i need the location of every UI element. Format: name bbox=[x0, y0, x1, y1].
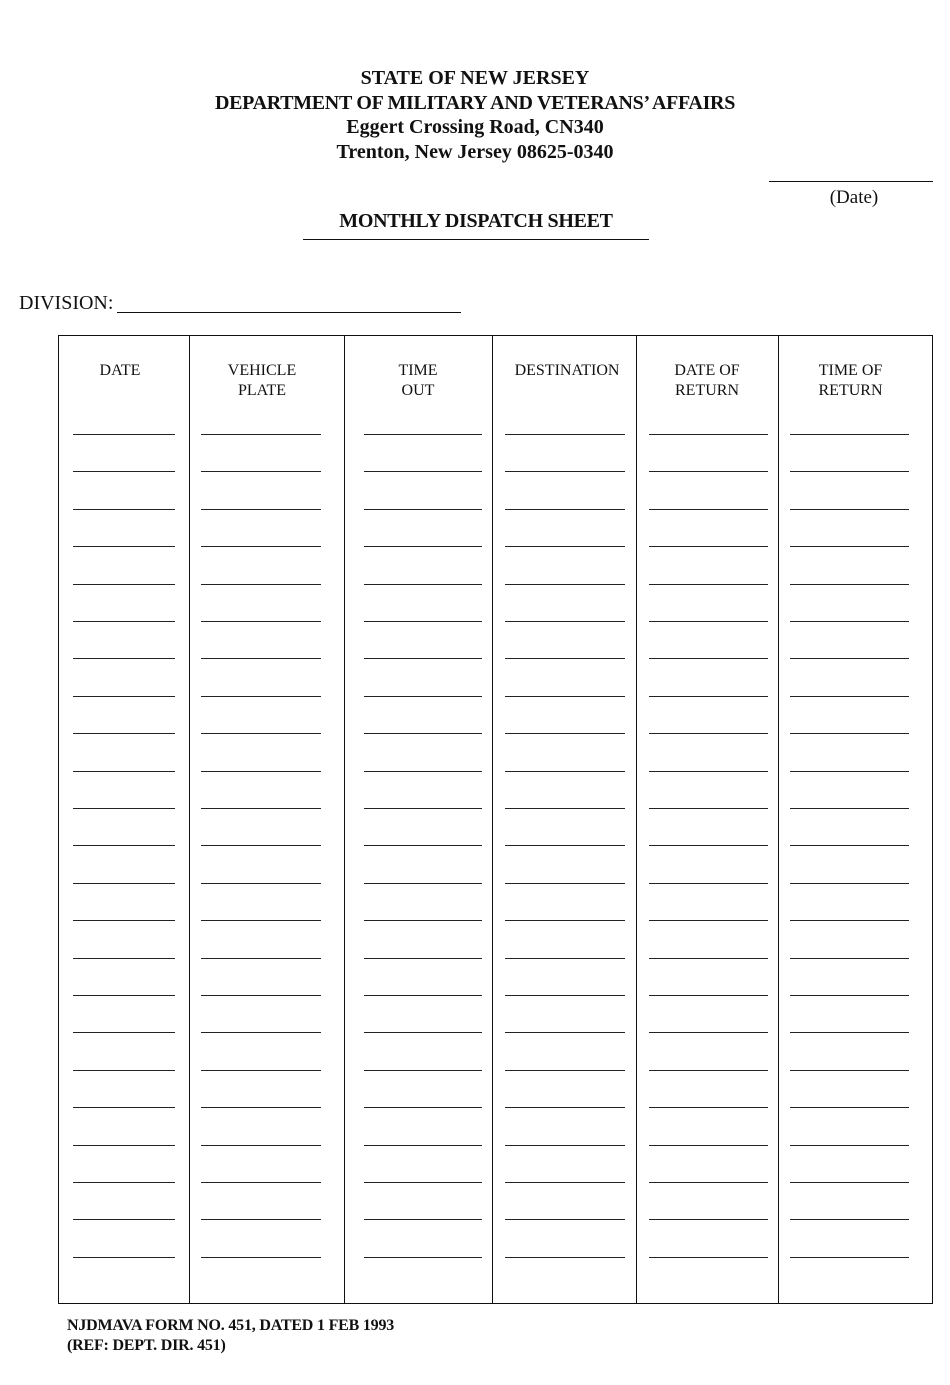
column-header-line: OUT bbox=[401, 381, 435, 399]
entry-line-destination[interactable] bbox=[505, 1070, 625, 1071]
entry-line-vehicle-plate[interactable] bbox=[201, 733, 321, 734]
entry-line-date[interactable] bbox=[73, 845, 175, 846]
entry-line-vehicle-plate[interactable] bbox=[201, 1145, 321, 1146]
entry-line-date-of-return[interactable] bbox=[649, 845, 768, 846]
column-header-line: DESTINATION bbox=[514, 362, 620, 379]
entry-line-time-of-return[interactable] bbox=[790, 845, 909, 846]
entry-line-time-of-return[interactable] bbox=[790, 1257, 909, 1258]
entry-line-vehicle-plate[interactable] bbox=[201, 471, 321, 472]
entry-line-date[interactable] bbox=[73, 1032, 175, 1033]
entry-line-date[interactable] bbox=[73, 883, 175, 884]
entry-line-time-of-return[interactable] bbox=[790, 958, 909, 959]
entry-line-time-out[interactable] bbox=[364, 509, 482, 510]
entry-line-destination[interactable] bbox=[505, 658, 625, 659]
entry-line-date-of-return[interactable] bbox=[649, 920, 768, 921]
entry-line-date-of-return[interactable] bbox=[649, 434, 768, 435]
entry-line-date[interactable] bbox=[73, 733, 175, 734]
entry-line-vehicle-plate[interactable] bbox=[201, 434, 321, 435]
entry-line-date[interactable] bbox=[73, 1182, 175, 1183]
entry-line-time-of-return[interactable] bbox=[790, 733, 909, 734]
entry-line-time-of-return[interactable] bbox=[790, 1145, 909, 1146]
entry-line-time-out[interactable] bbox=[364, 920, 482, 921]
entry-line-date[interactable] bbox=[73, 621, 175, 622]
entry-line-time-out[interactable] bbox=[364, 621, 482, 622]
column-divider bbox=[344, 336, 345, 1303]
entry-line-date[interactable] bbox=[73, 434, 175, 435]
entry-line-destination[interactable] bbox=[505, 920, 625, 921]
column-divider bbox=[492, 336, 493, 1303]
entry-line-date-of-return[interactable] bbox=[649, 958, 768, 959]
entry-line-destination[interactable] bbox=[505, 995, 625, 996]
entry-line-time-of-return[interactable] bbox=[790, 584, 909, 585]
entry-line-date-of-return[interactable] bbox=[649, 1257, 768, 1258]
entry-line-vehicle-plate[interactable] bbox=[201, 845, 321, 846]
entry-line-destination[interactable] bbox=[505, 584, 625, 585]
entry-line-time-out[interactable] bbox=[364, 1257, 482, 1258]
column-divider bbox=[189, 336, 190, 1303]
header-address-street: Eggert Crossing Road, CN340 bbox=[346, 116, 604, 138]
form-reference: (REF: DEPT. DIR. 451) bbox=[67, 1337, 226, 1354]
column-header-time-out bbox=[344, 361, 492, 400]
date-label: (Date) bbox=[829, 187, 879, 208]
entry-line-vehicle-plate[interactable] bbox=[201, 920, 321, 921]
entry-line-time-out[interactable] bbox=[364, 658, 482, 659]
entry-line-destination[interactable] bbox=[505, 546, 625, 547]
entry-line-date[interactable] bbox=[73, 1257, 175, 1258]
entry-line-destination[interactable] bbox=[505, 1182, 625, 1183]
entry-line-time-out[interactable] bbox=[364, 733, 482, 734]
entry-line-time-out[interactable] bbox=[364, 1107, 482, 1108]
entry-line-time-out[interactable] bbox=[364, 434, 482, 435]
entry-line-time-of-return[interactable] bbox=[790, 995, 909, 996]
column-header-vehicle-plate bbox=[189, 361, 335, 400]
entry-line-destination[interactable] bbox=[505, 434, 625, 435]
column-header-line: DATE OF bbox=[674, 362, 740, 379]
entry-line-destination[interactable] bbox=[505, 1107, 625, 1108]
entry-line-date[interactable] bbox=[73, 696, 175, 697]
entry-line-destination[interactable] bbox=[505, 771, 625, 772]
entry-line-date-of-return[interactable] bbox=[649, 1145, 768, 1146]
entry-line-date-of-return[interactable] bbox=[649, 696, 768, 697]
entry-line-destination[interactable] bbox=[505, 1219, 625, 1220]
entry-line-time-out[interactable] bbox=[364, 1182, 482, 1183]
entry-line-vehicle-plate[interactable] bbox=[201, 1070, 321, 1071]
entry-line-vehicle-plate[interactable] bbox=[201, 546, 321, 547]
form-header bbox=[0, 66, 950, 164]
entry-line-date-of-return[interactable] bbox=[649, 733, 768, 734]
entry-line-time-of-return[interactable] bbox=[790, 920, 909, 921]
entry-line-date[interactable] bbox=[73, 546, 175, 547]
entry-line-time-out[interactable] bbox=[364, 995, 482, 996]
entry-line-time-out[interactable] bbox=[364, 546, 482, 547]
column-header-time-of-return bbox=[778, 361, 923, 400]
entry-line-time-of-return[interactable] bbox=[790, 434, 909, 435]
header-state: STATE OF NEW JERSEY bbox=[360, 67, 590, 89]
entry-line-date-of-return[interactable] bbox=[649, 995, 768, 996]
entry-line-time-out[interactable] bbox=[364, 1219, 482, 1220]
entry-line-date-of-return[interactable] bbox=[649, 658, 768, 659]
entry-line-time-of-return[interactable] bbox=[790, 658, 909, 659]
column-header-date-of-return bbox=[636, 361, 778, 400]
entry-line-destination[interactable] bbox=[505, 1145, 625, 1146]
entry-line-date-of-return[interactable] bbox=[649, 883, 768, 884]
entry-line-date[interactable] bbox=[73, 584, 175, 585]
entry-line-date[interactable] bbox=[73, 658, 175, 659]
entry-line-vehicle-plate[interactable] bbox=[201, 958, 321, 959]
entry-line-time-out[interactable] bbox=[364, 1032, 482, 1033]
entry-line-date[interactable] bbox=[73, 1107, 175, 1108]
entry-line-date-of-return[interactable] bbox=[649, 1107, 768, 1108]
dispatch-table bbox=[58, 335, 933, 1304]
entry-line-date[interactable] bbox=[73, 920, 175, 921]
entry-line-time-out[interactable] bbox=[364, 883, 482, 884]
entry-line-destination[interactable] bbox=[505, 1032, 625, 1033]
entry-line-date-of-return[interactable] bbox=[649, 546, 768, 547]
entry-line-vehicle-plate[interactable] bbox=[201, 1032, 321, 1033]
entry-line-vehicle-plate[interactable] bbox=[201, 771, 321, 772]
entry-line-date-of-return[interactable] bbox=[649, 1182, 768, 1183]
entry-line-vehicle-plate[interactable] bbox=[201, 883, 321, 884]
title-underline bbox=[303, 239, 649, 240]
entry-line-vehicle-plate[interactable] bbox=[201, 1219, 321, 1220]
column-header-line: VEHICLE bbox=[227, 362, 297, 379]
header-department: DEPARTMENT OF MILITARY AND VETERANS’ AFFAIRS bbox=[214, 91, 736, 114]
column-header-line: TIME bbox=[398, 362, 438, 379]
entry-line-time-of-return[interactable] bbox=[790, 509, 909, 510]
entry-line-date[interactable] bbox=[73, 995, 175, 996]
date-field[interactable] bbox=[769, 181, 933, 182]
entry-line-date-of-return[interactable] bbox=[649, 1219, 768, 1220]
entry-line-date-of-return[interactable] bbox=[649, 621, 768, 622]
entry-line-date[interactable] bbox=[73, 509, 175, 510]
entry-line-time-out[interactable] bbox=[364, 1145, 482, 1146]
form-footer bbox=[67, 1316, 394, 1356]
entry-line-date-of-return[interactable] bbox=[649, 584, 768, 585]
column-header-date bbox=[59, 361, 181, 381]
entry-line-time-out[interactable] bbox=[364, 771, 482, 772]
column-header-line: RETURN bbox=[675, 381, 739, 399]
entry-line-vehicle-plate[interactable] bbox=[201, 808, 321, 809]
entry-line-date-of-return[interactable] bbox=[649, 771, 768, 772]
entry-line-vehicle-plate[interactable] bbox=[201, 696, 321, 697]
entry-line-date[interactable] bbox=[73, 958, 175, 959]
entry-line-time-out[interactable] bbox=[364, 584, 482, 585]
entry-line-destination[interactable] bbox=[505, 883, 625, 884]
entry-line-time-of-return[interactable] bbox=[790, 1032, 909, 1033]
entry-line-time-out[interactable] bbox=[364, 1070, 482, 1071]
column-divider bbox=[636, 336, 637, 1303]
entry-line-time-of-return[interactable] bbox=[790, 696, 909, 697]
entry-line-date[interactable] bbox=[73, 1145, 175, 1146]
entry-line-destination[interactable] bbox=[505, 958, 625, 959]
column-header-line: DATE bbox=[99, 362, 141, 379]
column-header-destination bbox=[492, 361, 642, 381]
entry-line-destination[interactable] bbox=[505, 733, 625, 734]
entry-line-vehicle-plate[interactable] bbox=[201, 621, 321, 622]
column-header-line: TIME OF bbox=[818, 362, 883, 379]
entry-line-time-of-return[interactable] bbox=[790, 1107, 909, 1108]
entry-line-vehicle-plate[interactable] bbox=[201, 509, 321, 510]
column-divider bbox=[778, 336, 779, 1303]
form-number: NJDMAVA FORM NO. 451, DATED 1 FEB 1993 bbox=[67, 1317, 395, 1334]
entry-line-time-of-return[interactable] bbox=[790, 771, 909, 772]
entry-line-vehicle-plate[interactable] bbox=[201, 1107, 321, 1108]
entry-line-destination[interactable] bbox=[505, 845, 625, 846]
entry-line-date[interactable] bbox=[73, 771, 175, 772]
entry-line-date[interactable] bbox=[73, 1070, 175, 1071]
entry-line-destination[interactable] bbox=[505, 471, 625, 472]
entry-line-date[interactable] bbox=[73, 808, 175, 809]
division-field[interactable] bbox=[117, 312, 461, 313]
sheet-title: MONTHLY DISPATCH SHEET bbox=[339, 210, 613, 232]
entry-line-date-of-return[interactable] bbox=[649, 808, 768, 809]
entry-line-destination[interactable] bbox=[505, 808, 625, 809]
entry-line-time-out[interactable] bbox=[364, 958, 482, 959]
entry-line-date[interactable] bbox=[73, 471, 175, 472]
entry-line-time-of-return[interactable] bbox=[790, 1070, 909, 1071]
entry-line-time-of-return[interactable] bbox=[790, 621, 909, 622]
header-address-city: Trenton, New Jersey 08625-0340 bbox=[336, 140, 614, 163]
column-header-line: PLATE bbox=[238, 381, 286, 399]
entry-line-date-of-return[interactable] bbox=[649, 471, 768, 472]
entry-line-time-of-return[interactable] bbox=[790, 808, 909, 809]
entry-line-vehicle-plate[interactable] bbox=[201, 995, 321, 996]
entry-line-vehicle-plate[interactable] bbox=[201, 658, 321, 659]
entry-line-destination[interactable] bbox=[505, 696, 625, 697]
entry-line-destination[interactable] bbox=[505, 621, 625, 622]
entry-line-time-out[interactable] bbox=[364, 808, 482, 809]
entry-line-time-of-return[interactable] bbox=[790, 1182, 909, 1183]
entry-line-time-of-return[interactable] bbox=[790, 546, 909, 547]
entry-line-date-of-return[interactable] bbox=[649, 1032, 768, 1033]
entry-line-time-out[interactable] bbox=[364, 845, 482, 846]
entry-line-vehicle-plate[interactable] bbox=[201, 1257, 321, 1258]
entry-line-destination[interactable] bbox=[505, 509, 625, 510]
entry-line-time-of-return[interactable] bbox=[790, 471, 909, 472]
entry-line-date-of-return[interactable] bbox=[649, 509, 768, 510]
entry-line-time-of-return[interactable] bbox=[790, 883, 909, 884]
division-label: DIVISION: bbox=[19, 292, 114, 314]
entry-line-vehicle-plate[interactable] bbox=[201, 584, 321, 585]
entry-line-date[interactable] bbox=[73, 1219, 175, 1220]
entry-line-time-out[interactable] bbox=[364, 471, 482, 472]
column-header-line: RETURN bbox=[818, 381, 883, 399]
entry-line-vehicle-plate[interactable] bbox=[201, 1182, 321, 1183]
entry-line-destination[interactable] bbox=[505, 1257, 625, 1258]
entry-line-time-of-return[interactable] bbox=[790, 1219, 909, 1220]
entry-line-time-out[interactable] bbox=[364, 696, 482, 697]
entry-line-date-of-return[interactable] bbox=[649, 1070, 768, 1071]
